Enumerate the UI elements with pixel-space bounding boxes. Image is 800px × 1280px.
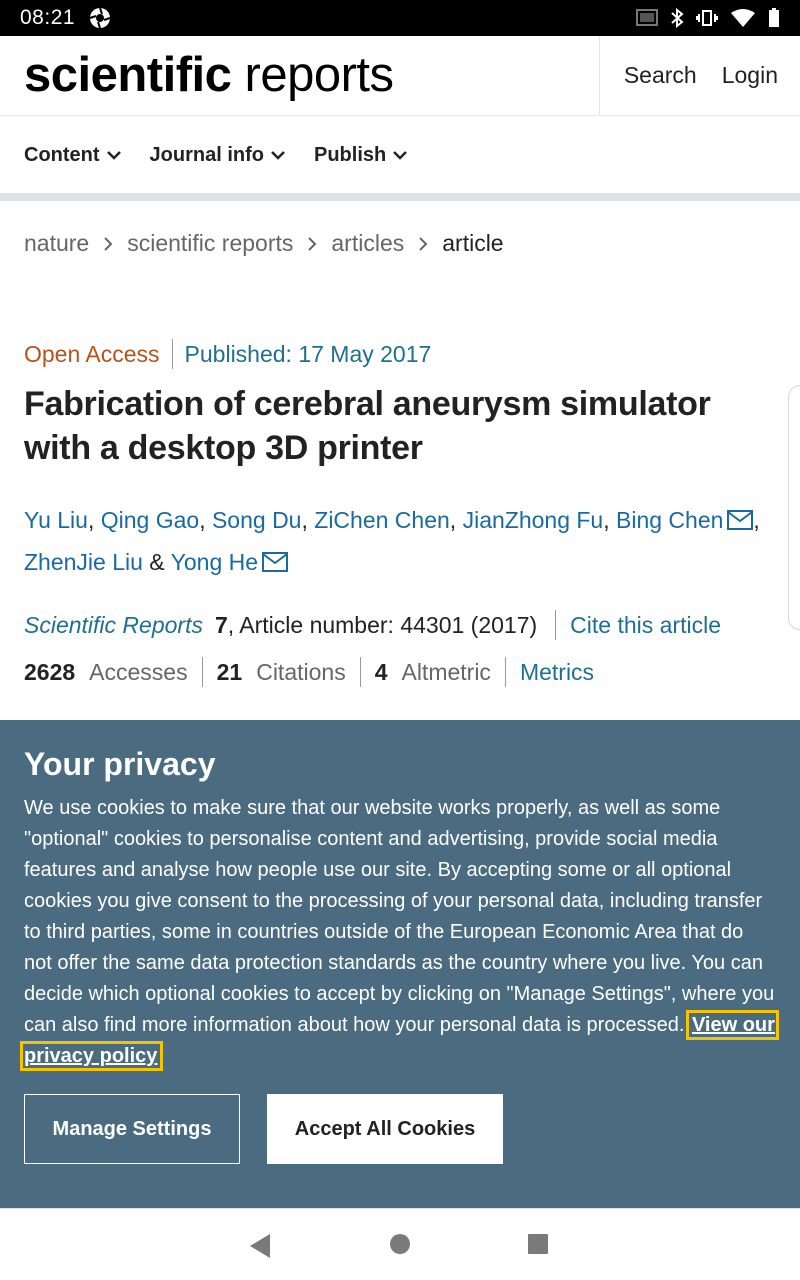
privacy-text: We use cookies to make sure that our website works properly, as well as some "optional" cookies to personalise content and advertising, provide social media features and analyse how people use our site. By accepting some or all optional cookies you give consent to the processing of your personal data, including transfer to third parties, some in countries outside of the European Economic Area that do not offer the same data protection standards as the country where you live. You can decide which optional cookies to accept by clicking on "Manage Settings", where you can also find more information about how your personal data is processed. (24, 797, 775, 1036)
author-link-corresponding[interactable]: Yong He (170, 549, 259, 575)
logo-word-scientific: scientific (24, 48, 232, 102)
login-link[interactable]: Login (721, 62, 778, 88)
author-separator: , (199, 507, 212, 533)
privacy-body (24, 793, 776, 1072)
manage-settings-button[interactable]: Manage Settings (24, 1094, 240, 1164)
breadcrumb-current: article (442, 230, 504, 256)
meta-divider (172, 339, 173, 369)
article-title: Fabrication of cerebral aneurysm simulator with a desktop 3D printer (24, 385, 711, 467)
author-separator: , (87, 507, 101, 533)
accesses-label: Accesses (89, 658, 188, 685)
open-access-label: Open Access (24, 340, 160, 367)
author-separator: , (753, 507, 760, 533)
author-link-corresponding[interactable]: Bing Chen (616, 507, 724, 533)
author-separator: , (603, 507, 616, 533)
logo-word-reports: reports (244, 48, 394, 102)
article-number: , Article number: 44301 (2017) (227, 611, 538, 638)
author-separator: , (301, 507, 315, 533)
citations-count: 21 (216, 658, 243, 685)
breadcrumb-articles[interactable]: articles (331, 230, 405, 256)
side-panel-tab[interactable] (788, 385, 800, 630)
chevron-right-icon (307, 236, 317, 252)
citation-line (24, 610, 721, 640)
accept-all-cookies-button[interactable]: Accept All Cookies (267, 1094, 503, 1164)
metric-divider (202, 657, 203, 687)
chevron-down-icon (392, 149, 408, 161)
journal-volume: 7 (214, 611, 228, 638)
aperture-icon (89, 7, 111, 29)
search-link[interactable]: Search (623, 62, 697, 88)
breadcrumb-nature[interactable]: nature (24, 230, 90, 256)
author-link[interactable]: Qing Gao (100, 507, 200, 533)
nav-journal-info-label: Journal info (149, 143, 264, 166)
cite-this-article-link[interactable]: Cite this article (570, 611, 721, 638)
chevron-down-icon (106, 149, 122, 161)
chevron-right-icon (103, 236, 113, 252)
author-link[interactable]: JianZhong Fu (462, 507, 604, 533)
wifi-icon (730, 8, 756, 28)
author-link[interactable]: ZhenJie Liu (24, 549, 143, 575)
android-nav-bar (0, 1208, 800, 1280)
mail-icon[interactable] (727, 510, 753, 530)
breadcrumb (24, 230, 504, 257)
privacy-policy-link[interactable]: View our privacy policy (24, 1014, 775, 1067)
nav-journal-info[interactable] (150, 144, 286, 167)
nav-publish-label: Publish (314, 143, 387, 166)
metric-divider (505, 657, 506, 687)
nav-content[interactable] (24, 144, 122, 167)
altmetric-count: 4 (374, 658, 388, 685)
author-separator: , (449, 507, 463, 533)
altmetric-label: Altmetric (401, 658, 491, 685)
accesses-count: 2628 (24, 658, 76, 685)
vibrate-icon (696, 9, 718, 27)
mail-icon[interactable] (262, 552, 288, 572)
battery-icon (768, 8, 780, 28)
breadcrumb-scientific-reports[interactable]: scientific reports (127, 230, 294, 256)
recents-icon[interactable] (527, 1233, 549, 1255)
metric-divider (360, 657, 361, 687)
author-list (24, 499, 784, 583)
author-link[interactable]: ZiChen Chen (314, 507, 450, 533)
author-link[interactable]: Yu Liu (24, 507, 88, 533)
status-time: 08:21 (20, 6, 76, 29)
metrics-line (24, 657, 594, 687)
published-date: Published: 17 May 2017 (184, 340, 432, 367)
chevron-down-icon (270, 149, 286, 161)
chevron-right-icon (418, 236, 428, 252)
nav-content-label: Content (24, 143, 100, 166)
author-separator-and: & (142, 549, 171, 575)
cast-icon (636, 9, 658, 27)
status-bar (0, 0, 800, 36)
site-logo[interactable] (0, 48, 599, 102)
journal-name[interactable]: Scientific Reports (24, 611, 203, 638)
nav-divider (0, 193, 800, 201)
author-link[interactable]: Song Du (211, 507, 302, 533)
article-meta (24, 339, 431, 369)
home-icon[interactable] (389, 1233, 411, 1255)
cite-divider (555, 610, 556, 640)
back-icon[interactable] (248, 1233, 272, 1259)
metrics-link[interactable]: Metrics (519, 658, 595, 685)
main-nav (0, 117, 800, 193)
site-header (0, 36, 800, 116)
privacy-banner (0, 720, 800, 1208)
citations-label: Citations (256, 658, 346, 685)
bluetooth-icon (670, 8, 684, 28)
privacy-title: Your privacy (24, 746, 216, 782)
header-actions (599, 36, 800, 116)
nav-publish[interactable] (314, 144, 408, 167)
